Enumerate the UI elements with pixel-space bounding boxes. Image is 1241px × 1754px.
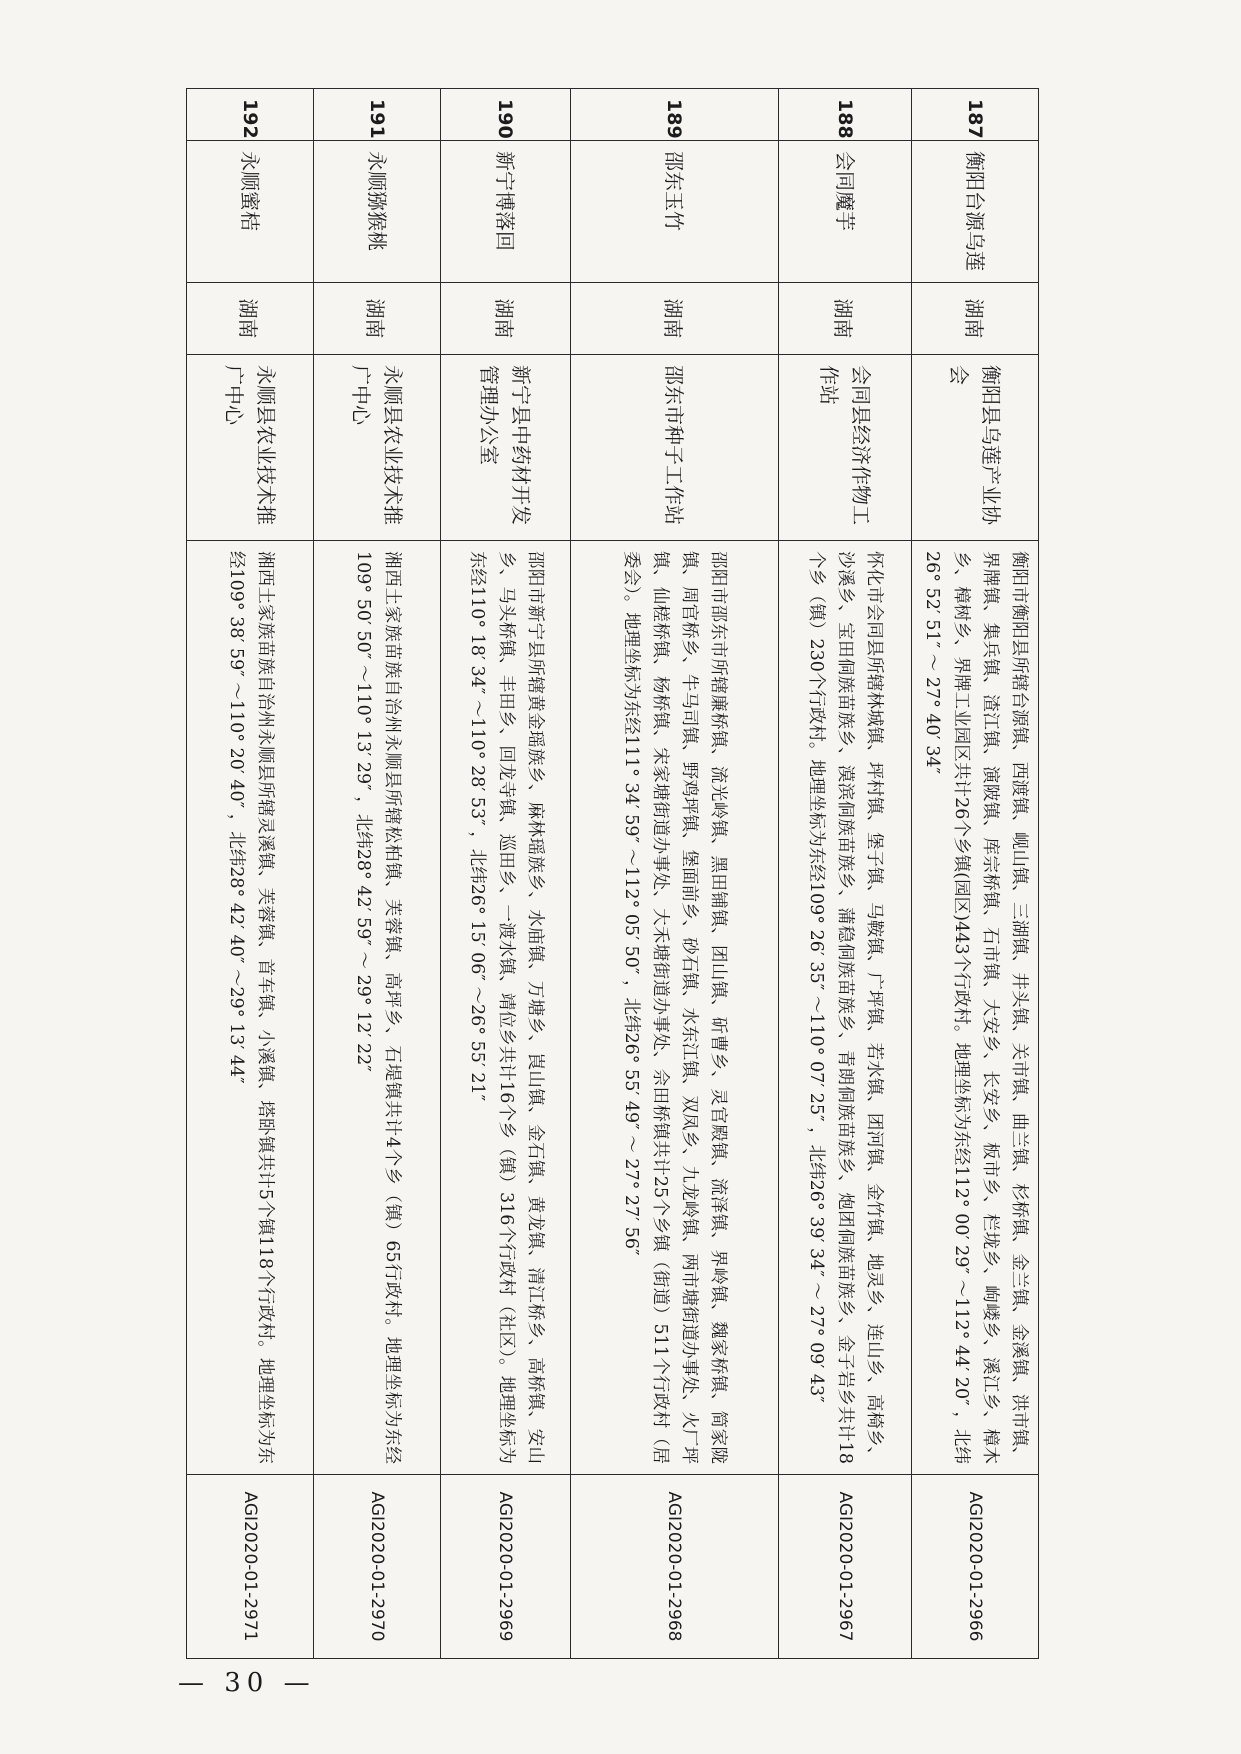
protection-range: 湘西土家族苗族自治州永顺县所辖松柏镇、芙蓉镇、高坪乡、石堤镇共计4个乡（镇）65行政村。地理坐标为东经109° 50′ 50″ ～110° 13′ 29″ ，北纬28° 42′ 59″ ～ 29° 12′ 22″ bbox=[314, 541, 441, 1475]
row-number: 189 bbox=[571, 89, 779, 141]
table-row bbox=[440, 89, 570, 1659]
applicant-unit: 会同县经济作物工作站 bbox=[778, 355, 911, 541]
protection-range: 怀化市会同县所辖林城镇、坪村镇、堡子镇、马鞍镇、广坪镇、若水镇、团河镇、金竹镇、地灵乡、连山乡、高椅乡、沙溪乡、宝田侗族苗族乡、漠滨侗族苗族乡、蒲稳侗族苗族乡、青朗侗族苗族乡、炮团侗族苗族乡、金子岩乡共计18个乡（镇）230个行政村。地理坐标为东经109° 26′ 35″ ～110° 07′ 25″ ，北纬26° 39′ 34″ ～ 27° 09′ 43″ bbox=[778, 541, 911, 1475]
registration-code: AGI2020-01-2970 bbox=[314, 1475, 441, 1659]
province: 湖南 bbox=[187, 283, 314, 355]
product-name: 邵东玉竹 bbox=[571, 141, 779, 283]
applicant-unit: 邵东市种子工作站 bbox=[571, 355, 779, 541]
registration-code: AGI2020-01-2966 bbox=[912, 1475, 1039, 1659]
table-row bbox=[187, 89, 314, 1659]
applicant-unit: 永顺县农业技术推广中心 bbox=[314, 355, 441, 541]
product-name: 永顺蜜桔 bbox=[187, 141, 314, 283]
product-name: 衡阳台源乌莲 bbox=[912, 141, 1039, 283]
table-row bbox=[778, 89, 911, 1659]
protection-range: 邵阳市新宁县所辖黄金瑶族乡、麻林瑶族乡、水庙镇、万塘乡、崀山镇、金石镇、黄龙镇、清江桥乡、高桥镇、安山乡、马头桥镇、丰田乡、回龙寺镇、巡田乡、一渡水镇、靖位乡共计16个乡（镇）316个行政村（社区）。地理坐标为东经110° 18′ 34″ ～110° 28′ 53″ ，北纬26° 15′ 06″ ～26° 55′ 21″ bbox=[440, 541, 570, 1475]
product-name: 永顺猕猴桃 bbox=[314, 141, 441, 283]
protection-range: 湘西土家族苗族自治州永顺县所辖灵溪镇、芙蓉镇、首车镇、小溪镇、塔卧镇共计5个镇118个行政村。地理坐标为东经109° 38′ 59″ ～110° 20′ 40″ ，北纬28° 42′ 40″ ～29° 13′ 44″ bbox=[187, 541, 314, 1475]
registration-code: AGI2020-01-2971 bbox=[187, 1475, 314, 1659]
product-name: 会同魔芋 bbox=[778, 141, 911, 283]
province: 湖南 bbox=[314, 283, 441, 355]
table-row bbox=[571, 89, 779, 1659]
applicant-unit: 新宁县中药材开发管理办公室 bbox=[440, 355, 570, 541]
table-row bbox=[314, 89, 441, 1659]
row-number: 188 bbox=[778, 89, 911, 141]
table-row bbox=[912, 89, 1039, 1659]
protection-range: 邵阳市邵东市所辖廉桥镇、流光岭镇、黑田铺镇、团山镇、斫曹乡、灵官殿镇、流泽镇、界岭镇、魏家桥镇、简家陇镇、周官桥乡、牛马司镇、野鸡坪镇、堡面前乡、砂石镇、水东江镇、双凤乡、九龙岭镇、两市塘街道办事处、火厂坪镇、仙槎桥镇、杨桥镇、宋家塘街道办事处、大禾塘街道办事处、佘田桥镇共计25个乡镇（街道）511个行政村（居委会）。地理坐标为东经111° 34′ 59″ ～112° 05′ 50″ ，北纬26° 55′ 49″ ～ 27° 27′ 56″ bbox=[571, 541, 779, 1475]
registration-code: AGI2020-01-2968 bbox=[571, 1475, 779, 1659]
province: 湖南 bbox=[778, 283, 911, 355]
row-number: 191 bbox=[314, 89, 441, 141]
page-number: — 30 — bbox=[178, 1668, 316, 1698]
registration-code: AGI2020-01-2967 bbox=[778, 1475, 911, 1659]
province: 湖南 bbox=[571, 283, 779, 355]
protection-range: 衡阳市衡阳县所辖台源镇、西渡镇、岘山镇、三湖镇、井头镇、关市镇、曲兰镇、杉桥镇、金兰镇、金溪镇、洪市镇、界牌镇、集兵镇、渣江镇、演陂镇、库宗桥镇、石市镇、大安乡、长安乡、板市乡、栏垅乡、岣嵝乡、溪江乡、樟木乡、樟树乡、界牌工业园区共计26个乡镇(园区)443个行政村。地理坐标为东经112° 00′ 29″ ～112° 44′ 20″ ，北纬26° 52′ 51″ ～ 27° 40′ 34″ bbox=[912, 541, 1039, 1475]
row-number: 192 bbox=[187, 89, 314, 141]
applicant-unit: 永顺县农业技术推广中心 bbox=[187, 355, 314, 541]
registration-code: AGI2020-01-2969 bbox=[440, 1475, 570, 1659]
province: 湖南 bbox=[912, 283, 1039, 355]
geographical-indication-table bbox=[186, 88, 1039, 1659]
province: 湖南 bbox=[440, 283, 570, 355]
applicant-unit: 衡阳县乌莲产业协会 bbox=[912, 355, 1039, 541]
product-name: 新宁博落回 bbox=[440, 141, 570, 283]
row-number: 187 bbox=[912, 89, 1039, 141]
rotated-table-container bbox=[186, 88, 1039, 1658]
row-number: 190 bbox=[440, 89, 570, 141]
